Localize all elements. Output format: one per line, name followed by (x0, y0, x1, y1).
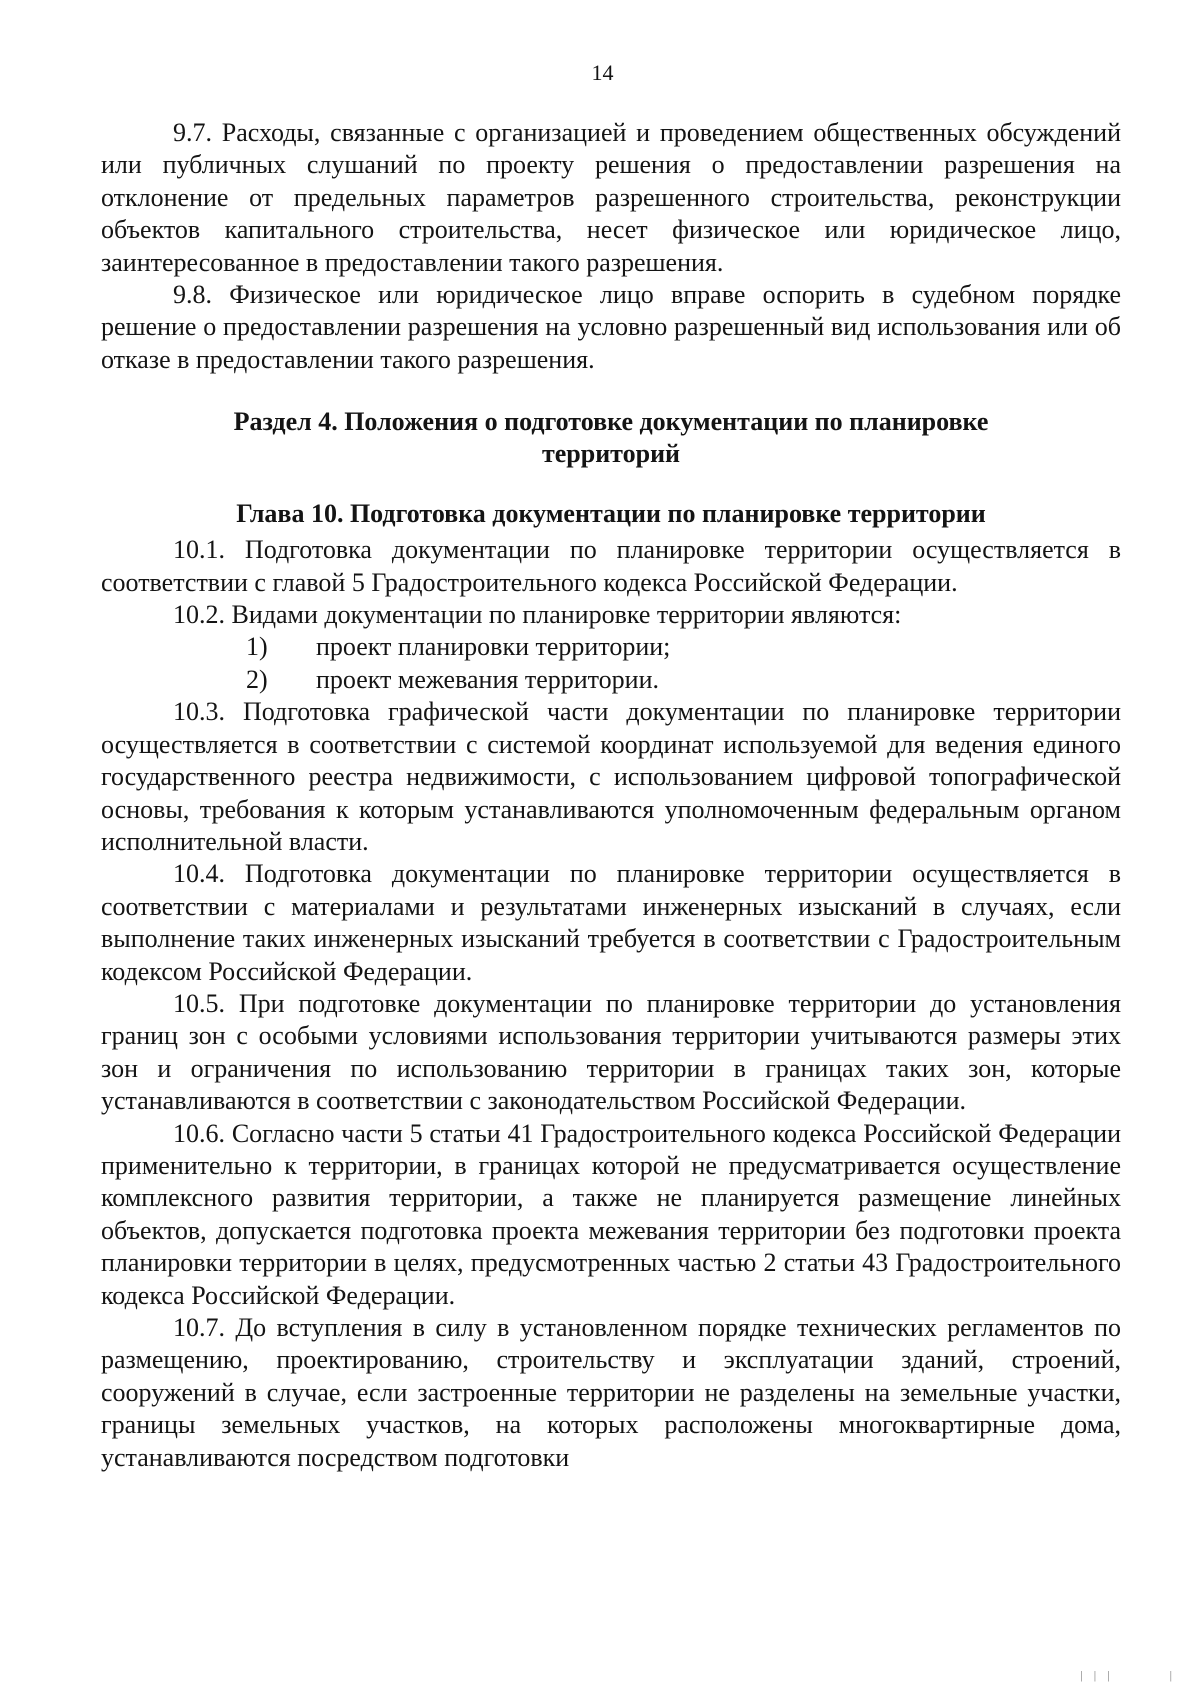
page-number: 14 (591, 60, 614, 85)
chapter-title: Глава 10. Подготовка документации по планировке территории (236, 499, 986, 529)
paragraph-10-1: 10.1. Подготовка документации по планировке территории осуществляется в соответствии с главой 5 Градостроительного кодекса Российской Федерации. (101, 535, 1121, 597)
list-item-number: 2) (246, 664, 268, 694)
paragraph-10-3: 10.3. Подготовка графической части документации по планировке территории осуществляется в соответствии с системой координат используемой для ведения единого государственного реестра недвижимости, с использованием цифровой топографической основы, требования к которым устанавливаются уполномоченным федеральным органом исполнительной власти. (101, 697, 1121, 856)
list-item-number: 1) (246, 632, 268, 662)
list-item (246, 631, 1121, 663)
paragraph-10-4: 10.4. Подготовка документации по планировке территории осуществляется в соответствии с материалами и результатами инженерных изысканий в случаях, если выполнение таких инженерных изысканий требуется в соответствии с Градостроительным кодексом Российской Федерации. (101, 859, 1121, 986)
section-title-line-2: территорий (541, 439, 681, 469)
list-item (246, 664, 1121, 696)
section-title (101, 406, 1121, 470)
section-title-line-1: Раздел 4. Положения о подготовке документации по планировке (233, 407, 989, 437)
paragraph-9-7: 9.7. Расходы, связанные с организацией и проведением общественных обсуждений или публичных слушаний по проекту решения о предоставлении разрешения на отклонение от предельных параметров разрешенного строительства, реконструкции объектов капитального строительства, несет физическое или юридическое лицо, заинтересованное в предоставлении такого разрешения. (101, 118, 1121, 277)
paragraph-10-5: 10.5. При подготовке документации по планировке территории до установления границ зон с особыми условиями использования территории учитываются размеры этих зон и ограничения по использованию территории в границах таких зон, которые устанавливаются в соответствии с законодательством Российской Федерации. (101, 988, 1121, 1116)
paragraph-10-2: 10.2. Видами документации по планировке территории являются: (173, 600, 902, 630)
paragraph-9-8: 9.8. Физическое или юридическое лицо вправе оспорить в судебном порядке решение о предоставлении разрешения на условно разрешенный вид использования или об отказе в предоставлении такого разрешения. (101, 280, 1121, 374)
list-item-text: проект межевания территории. (316, 664, 660, 694)
list-item-text: проект планировки территории; (316, 632, 671, 662)
paragraph-10-7: 10.7. До вступления в силу в установленном порядке технических регламентов по размещению, проектированию, строительству и эксплуатации зданий, строений, сооружений в случае, если застроенные территории не разделены на земельные участки, границы земельных участков, на которых расположены многоквартирные дома, устанавливаются посредством подготовки (101, 1313, 1121, 1472)
paragraph-10-6: 10.6. Согласно части 5 статьи 41 Градостроительного кодекса Российской Федерации применительно к территории, в границах которой не предусматривается осуществление комплексного развития территории, а также не планируется размещение линейных объектов, допускается подготовка проекта межевания территории без подготовки проекта планировки территории в целях, предусмотренных частью 2 статьи 43 Градостроительного кодекса Российской Федерации. (101, 1118, 1121, 1310)
scan-edge-marks: | | | | (1080, 1667, 1176, 1682)
document-body (101, 117, 1121, 1474)
